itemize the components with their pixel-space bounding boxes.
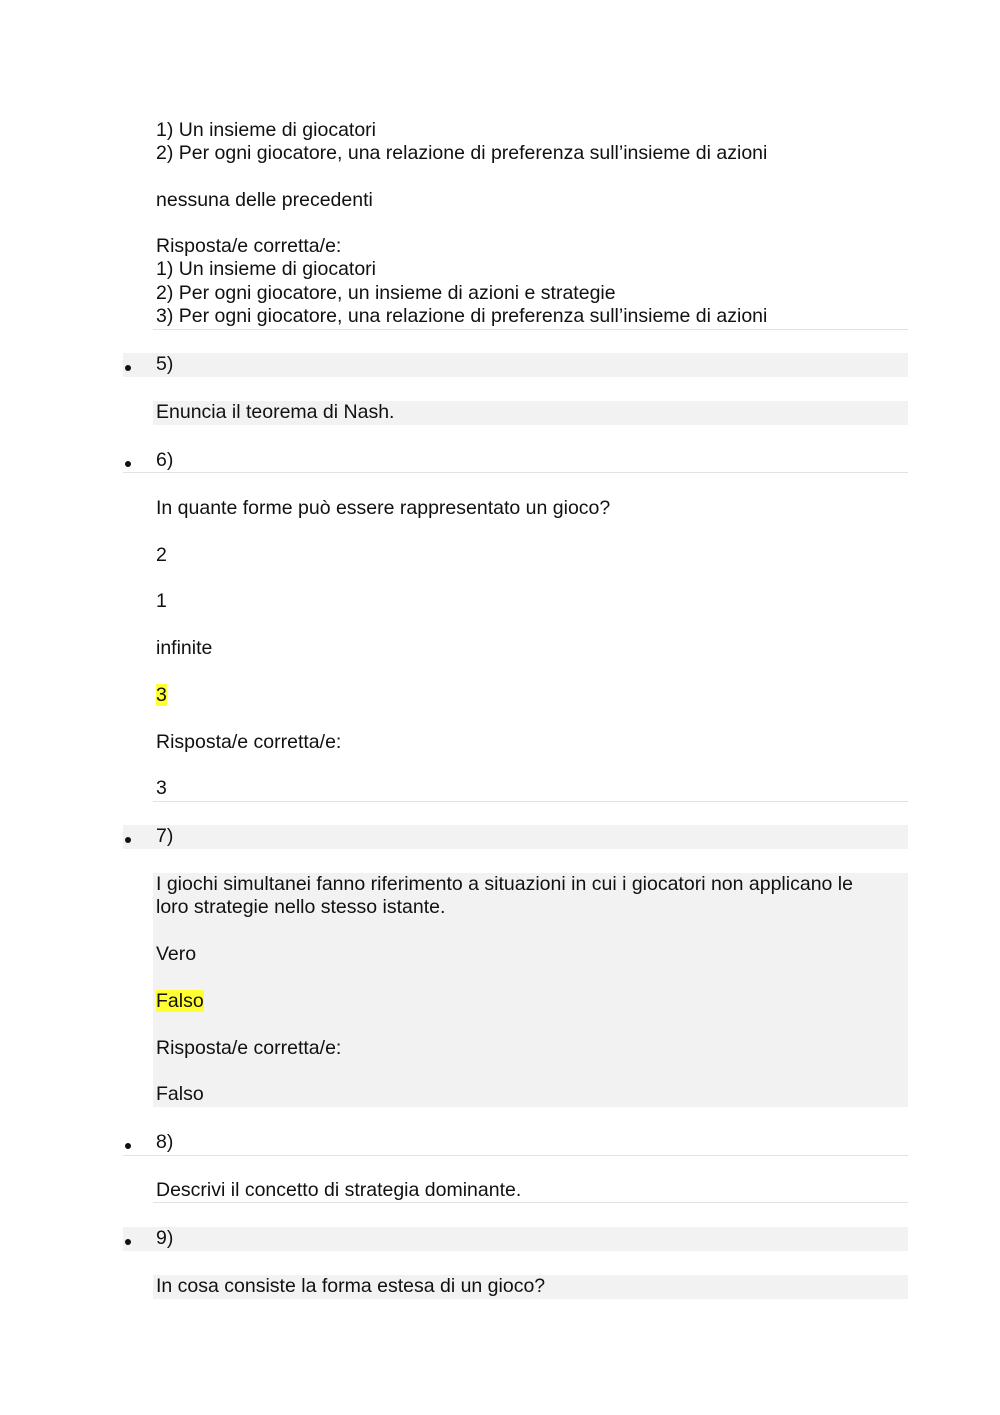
q6-option-2: 1 bbox=[156, 590, 167, 612]
q4-option-none: nessuna delle precedenti bbox=[156, 189, 373, 211]
q7-option-1: Vero bbox=[156, 943, 197, 965]
q8-number: 8) bbox=[156, 1131, 174, 1153]
q6-option-3: infinite bbox=[156, 637, 213, 659]
q8-question: Descrivi il concetto di strategia dominante. bbox=[156, 1179, 522, 1201]
q4-answer-label: Risposta/e corretta/e: bbox=[156, 235, 342, 257]
q4-answer-3: 3) Per ogni giocatore, una relazione di preferenza sull’insieme di azioni bbox=[156, 305, 768, 327]
q8-bullet bbox=[125, 1143, 131, 1149]
q4-answer-2: 2) Per ogni giocatore, un insieme di azioni e strategie bbox=[156, 282, 616, 304]
q6-option-1: 2 bbox=[156, 544, 167, 566]
q6-option-4 bbox=[156, 684, 167, 707]
q6-number: 6) bbox=[156, 449, 174, 471]
q6-divider bbox=[153, 801, 908, 802]
q7-answer: Falso bbox=[156, 1083, 204, 1105]
q6-question: In quante forme può essere rappresentato un gioco? bbox=[156, 497, 611, 519]
q8-header-divider bbox=[123, 1155, 908, 1156]
q4-divider bbox=[153, 329, 908, 330]
q9-bullet bbox=[125, 1239, 131, 1245]
q9-header-band bbox=[123, 1227, 908, 1251]
q4-option-2: 2) Per ogni giocatore, una relazione di preferenza sull’insieme di azioni bbox=[156, 142, 768, 164]
q6-bullet bbox=[125, 461, 131, 467]
q9-number: 9) bbox=[156, 1227, 174, 1249]
q5-question: Enuncia il teorema di Nash. bbox=[156, 401, 395, 423]
q5-number: 5) bbox=[156, 353, 174, 375]
q6-selected-highlight: 3 bbox=[156, 684, 167, 706]
q7-selected-highlight: Falso bbox=[156, 990, 204, 1012]
q6-answer: 3 bbox=[156, 777, 167, 799]
q7-number: 7) bbox=[156, 825, 174, 847]
q7-question-line2: loro strategie nello stesso istante. bbox=[156, 896, 446, 918]
q5-header-band bbox=[123, 353, 908, 377]
q7-header-band bbox=[123, 825, 908, 849]
q6-header-divider bbox=[123, 472, 908, 473]
q7-question-line1: I giochi simultanei fanno riferimento a situazioni in cui i giocatori non applicano le bbox=[156, 873, 853, 895]
q9-question: In cosa consiste la forma estesa di un gioco? bbox=[156, 1275, 546, 1297]
q6-answer-label: Risposta/e corretta/e: bbox=[156, 731, 342, 753]
q7-option-2 bbox=[156, 990, 204, 1013]
q7-answer-label: Risposta/e corretta/e: bbox=[156, 1037, 342, 1059]
q4-option-1: 1) Un insieme di giocatori bbox=[156, 119, 377, 141]
q4-answer-1: 1) Un insieme di giocatori bbox=[156, 258, 377, 280]
q5-bullet bbox=[125, 365, 131, 371]
q8-divider bbox=[153, 1202, 908, 1203]
q7-bullet bbox=[125, 837, 131, 843]
